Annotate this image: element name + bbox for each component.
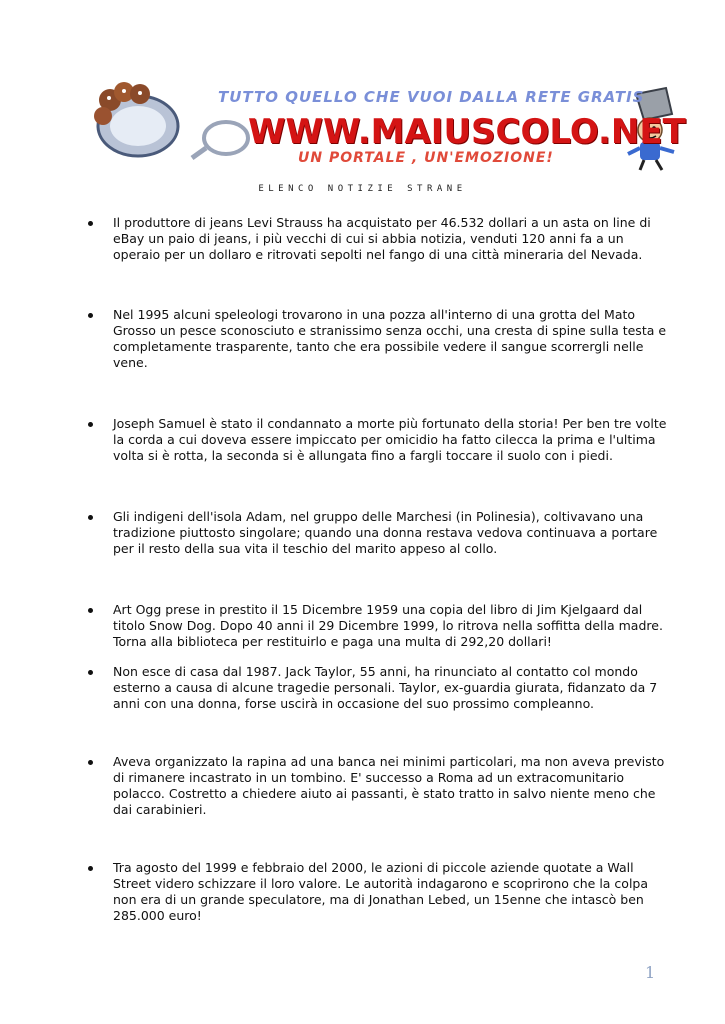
magnifier-icon	[192, 122, 248, 158]
site-tagline: TUTTO QUELLO CHE VUOI DALLA RETE GRATIS	[218, 88, 645, 106]
news-item-text: Aveva organizzato la rapina ad una banca nei minimi particolari, ma non aveva previsto di rimanere incastrato in un tombino. E' successo a Roma ad un extracomunitario polacco. Costretto a chiedere aiuto ai passanti, è stato tratto in salvo niente meno che dai carabinieri.	[113, 754, 665, 817]
bullet-icon	[88, 221, 93, 226]
news-item-text: Non esce di casa dal 1987. Jack Taylor, 55 anni, ha rinunciato al contatto col mondo esterno a causa di alcune tragedie personali. Taylor, ex-guardia giurata, fidanzato da 7 anni con una donna, forse uscirà in occasione del suo prossimo compleanno.	[113, 664, 658, 711]
bullet-icon	[88, 670, 93, 675]
news-item-3	[113, 416, 673, 464]
news-item-6	[113, 664, 673, 712]
page-number: 1	[645, 963, 656, 982]
news-item-text: Il produttore di jeans Levi Strauss ha acquistato per 46.532 dollari a un asta on line di eBay un paio di jeans, i più vecchi di cui si abbia notizia, venduti 120 anni fa a un operaio per un dollaro e ritrovati sepolti nel fango di una città mineraria del Nevada.	[113, 215, 651, 262]
bullet-icon	[88, 313, 93, 318]
mascot-group-icon	[94, 82, 178, 156]
bullet-icon	[88, 760, 93, 765]
news-item-2	[113, 307, 673, 371]
news-item-4	[113, 509, 673, 557]
news-item-text: Art Ogg prese in prestito il 15 Dicembre 1959 una copia del libro di Jim Kjelgaard dal titolo Snow Dog. Dopo 40 anni il 29 Dicembre 1999, lo ritrova nella soffitta della madre. Torna alla biblioteca per restituirlo e paga una multa di 292,20 dollari!	[113, 602, 663, 649]
header-banner	[88, 80, 686, 172]
news-item-1	[113, 215, 673, 263]
news-item-text: Gli indigeni dell'isola Adam, nel gruppo delle Marchesi (in Polinesia), coltivavano una tradizione piuttosto singolare; quando una donna restava vedova continuava a portare per il resto della sua vita il teschio del marito appeso al collo.	[113, 509, 658, 556]
document-title: ELENCO NOTIZIE STRANE	[258, 184, 467, 194]
news-item-text: Tra agosto del 1999 e febbraio del 2000, le azioni di piccole aziende quotate a Wall Street videro schizzare il loro valore. Le autorità indagarono e scoprirono che la colpa non era di un grande speculatore, ma di Jonathan Lebed, un 15enne che intascò ben 285.000 euro!	[113, 860, 649, 923]
news-item-text: Nel 1995 alcuni speleologi trovarono in una pozza all'interno di una grotta del Mato Grosso un pesce sconosciuto e stranissimo senza occhi, una cresta di spine sulla testa e completamente trasparente, tanto che era possibile vedere il sangue scorrergli nelle vene.	[113, 307, 667, 370]
bullet-icon	[88, 866, 93, 871]
bullet-icon	[88, 422, 93, 427]
news-item-text: Joseph Samuel è stato il condannato a morte più fortunato della storia! Per ben tre volte la corda a cui doveva essere impiccato per omicidio ha fatto cilecca la prima e l'ultima volta si è rotta, la seconda si è allungata fino a fargli toccare il suolo con i piedi.	[113, 416, 667, 463]
site-logo-url[interactable]: WWW.MAIUSCOLO.NET	[248, 112, 686, 152]
news-item-5	[113, 602, 673, 650]
news-item-8	[113, 860, 673, 924]
bullet-icon	[88, 608, 93, 613]
bullet-icon	[88, 515, 93, 520]
site-slogan: UN PORTALE , UN'EMOZIONE!	[298, 150, 554, 166]
news-item-7	[113, 754, 673, 818]
